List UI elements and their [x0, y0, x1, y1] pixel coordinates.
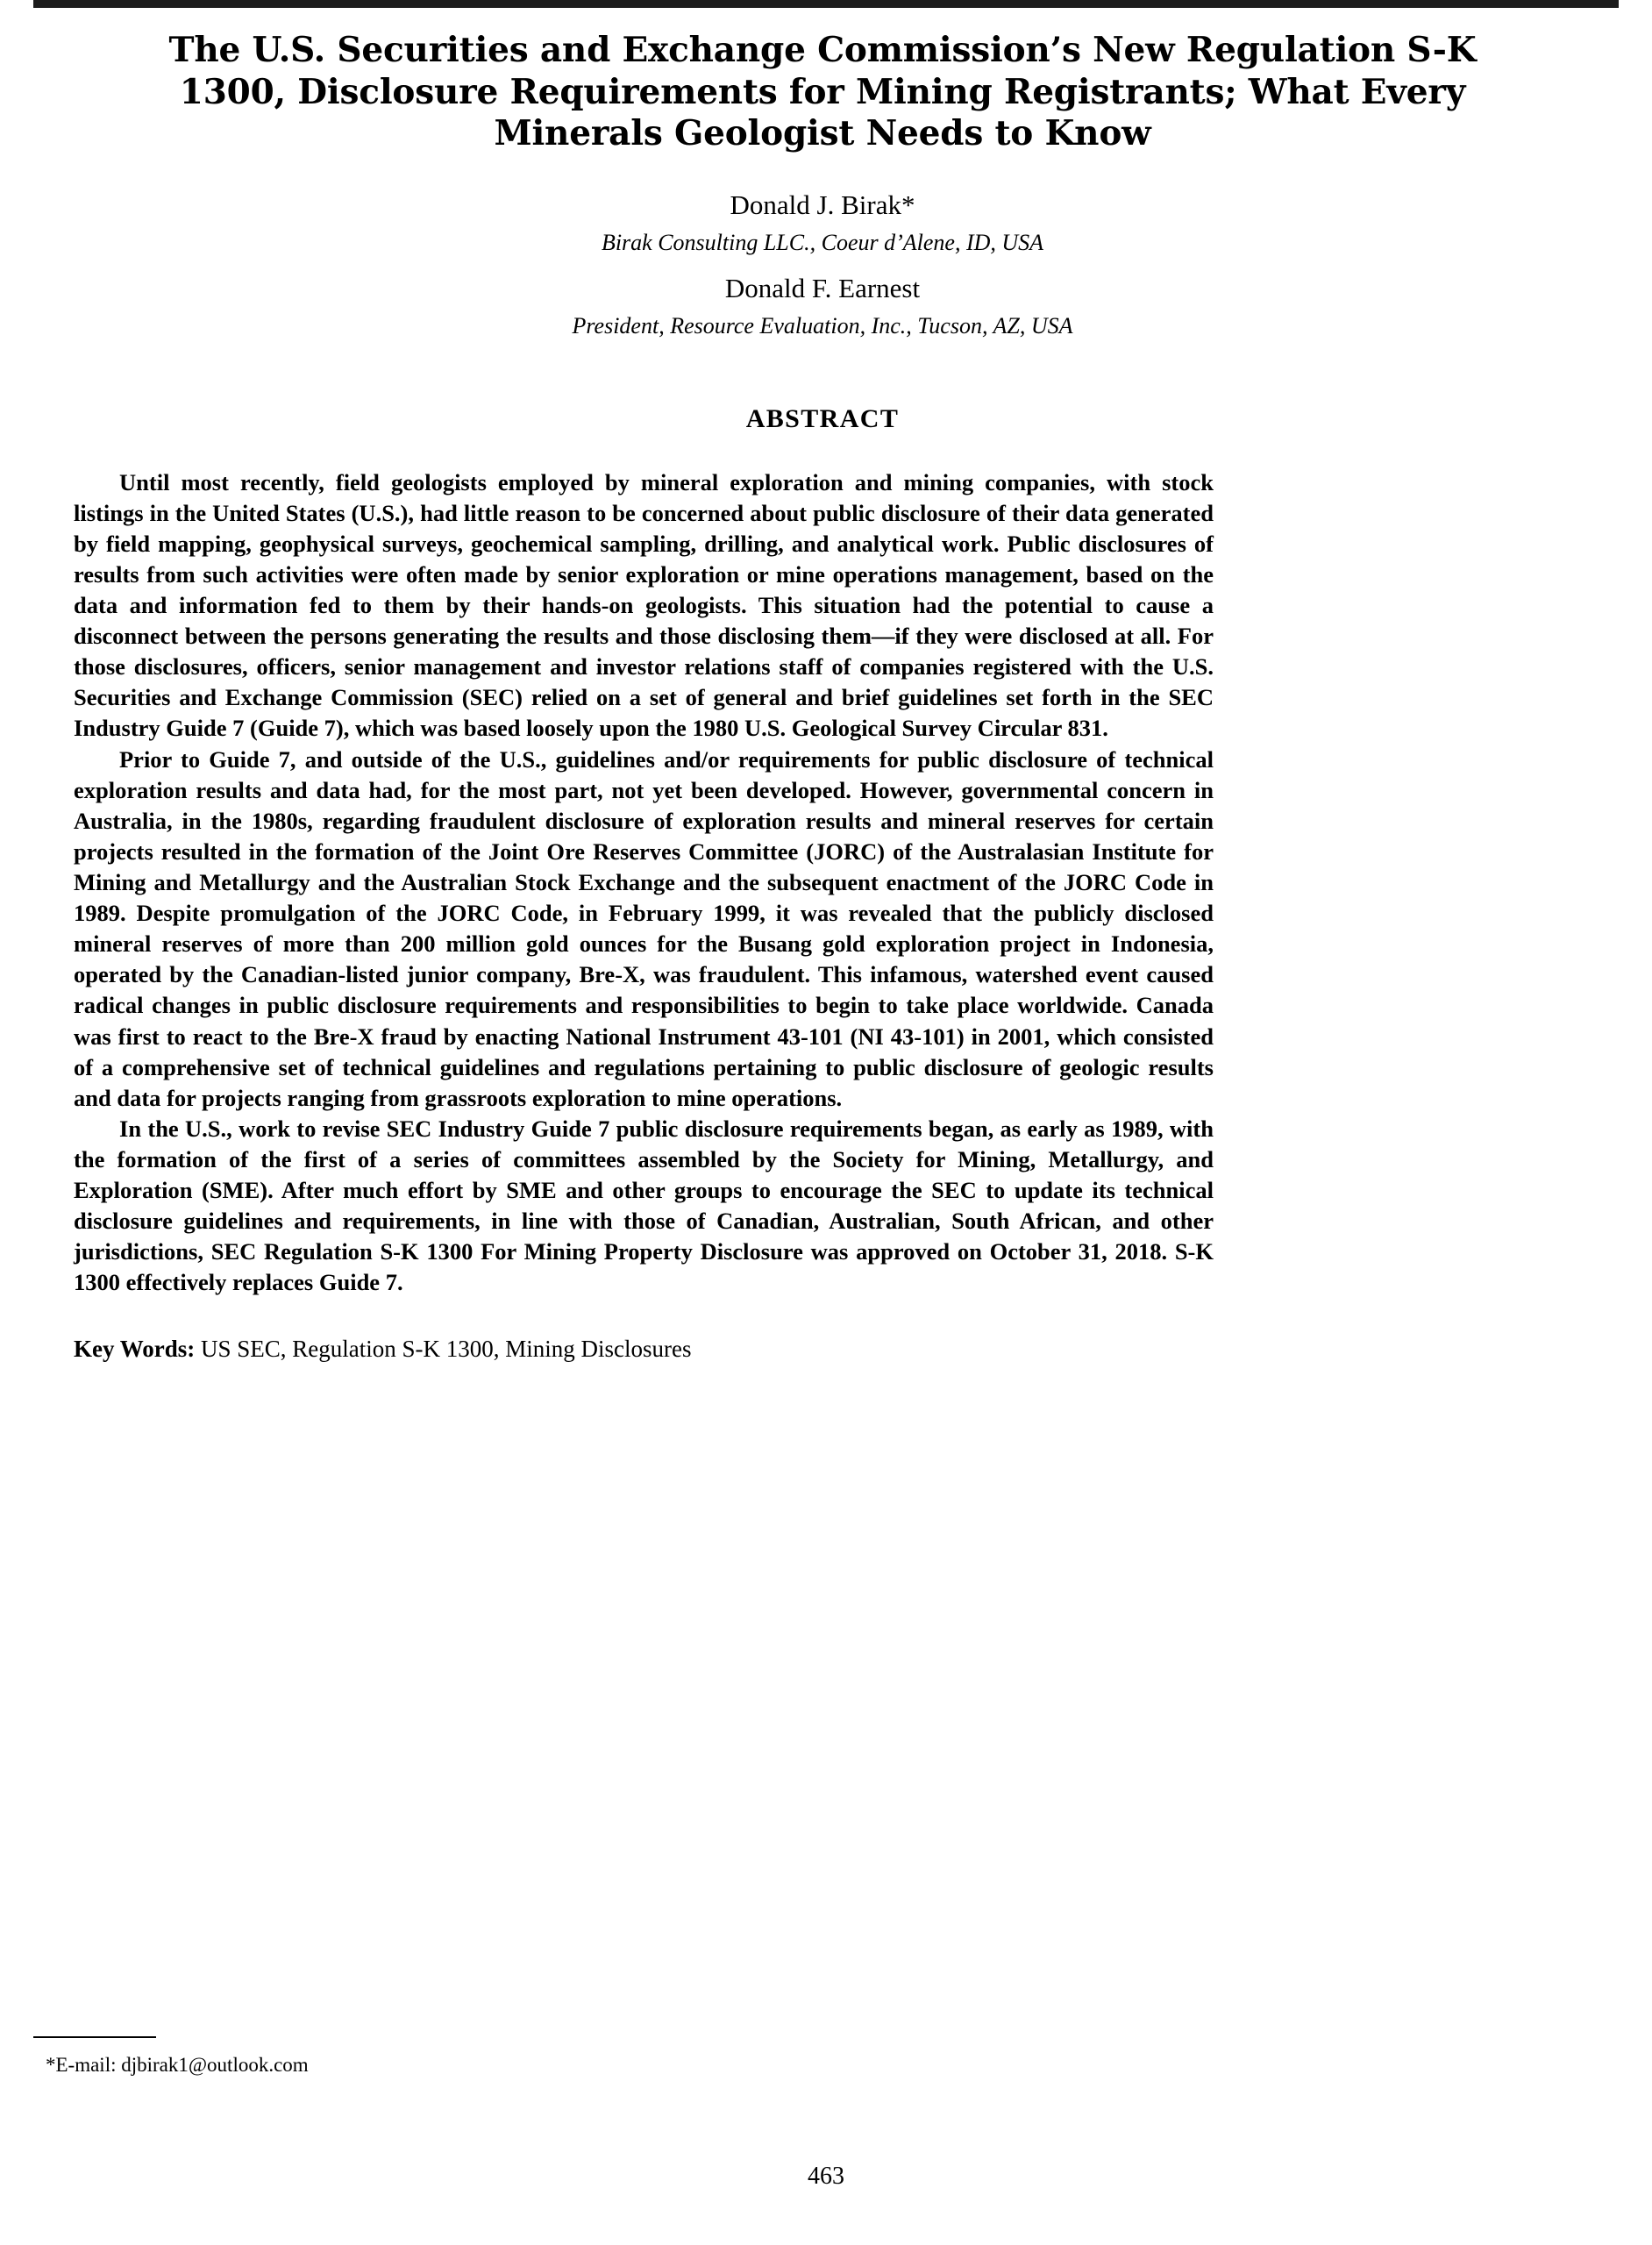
footnote-email: *E-mail: djbirak1@outlook.com — [46, 2054, 309, 2076]
author-entry — [68, 187, 1577, 258]
page-content — [68, 30, 1577, 1365]
author-entry — [68, 270, 1577, 341]
author-affiliation: Birak Consulting LLC., Coeur d’Alene, ID, USA — [601, 229, 1044, 255]
abstract-body — [74, 467, 1214, 1299]
abstract-paragraph: Prior to Guide 7, and outside of the U.S., guidelines and/or requirements for public disclosure of technical exploration results and data had, for the most part, not yet been developed. However, governmental concern in Australia, in the 1980s, regarding fraudulent disclosure of exploration results and mineral reserves for certain projects resulted in the formation of the Joint Ore Reserves Committee (JORC) of the Australasian Institute for Mining and Metallurgy and the Australian Stock Exchange and the subsequent enactment of the JORC Code in 1989. Despite promulgation of the JORC Code, in February 1999, it was revealed that the publicly disclosed mineral reserves of more than 200 million gold ounces for the Busang gold exploration project in Indonesia, operated by the Canadian-listed junior company, Bre-X, was fraudulent. This infamous, watershed event caused radical changes in public disclosure requirements and responsibilities to begin to take place worldwide. Canada was first to react to the Bre-X fraud by enacting National Instrument 43-101 (NI 43-101) in 2001, which consisted of a comprehensive set of technical guidelines and regulations pertaining to public disclosure of geologic results and data for projects ranging from grassroots exploration to mine operations. — [74, 745, 1214, 1111]
keywords-value: US SEC, Regulation S-K 1300, Mining Disclosures — [195, 1335, 692, 1362]
abstract-heading: ABSTRACT — [745, 403, 900, 433]
footnote-separator — [33, 2036, 156, 2038]
author-name: Donald F. Earnest — [724, 272, 921, 303]
abstract-paragraph: Until most recently, field geologists employed by mineral exploration and mining companies, with stock listings in the United States (U.S.), had little reason to be concerned about public disclosure of their data generated by field mapping, geophysical surveys, geochemical sampling, drilling, and analytical work. Public disclosures of results from such activities were often made by senior exploration or mine operations management, based on the data and information fed to them by their hands-on geologists. This situation had the potential to cause a disconnect between the persons generating the results and those disclosing them—if they were disclosed at all. For those disclosures, officers, senior management and investor relations staff of companies registered with the U.S. Securities and Exchange Commission (SEC) relied on a set of general and brief guidelines set forth in the SEC Industry Guide 7 (Guide 7), which was based loosely upon the 1980 U.S. Geological Survey Circular 831. — [74, 468, 1214, 742]
abstract-paragraph: In the U.S., work to revise SEC Industry Guide 7 public disclosure requirements began, as early as 1989, with the formation of the first of a series of committees assembled by the Society for Mining, Metallurgy, and Exploration (SME). After much effort by SME and other groups to encourage the SEC to update its technical disclosure guidelines and requirements, in line with those of Canadian, Australian, South African, and other jurisdictions, SEC Regulation S-K 1300 For Mining Property Disclosure was approved on October 31, 2018. S-K 1300 effectively replaces Guide 7. — [74, 1115, 1214, 1296]
author-affiliation: President, Resource Evaluation, Inc., Tucson, AZ, USA — [572, 312, 1073, 339]
keywords-label: Key Words: — [74, 1335, 196, 1362]
keywords — [74, 1334, 1214, 1365]
page-title: The U.S. Securities and Exchange Commission’s New Regulation S-K 1300, Disclosure Requirements for Mining Registrants; What Every Minerals Geologist Needs to Know — [168, 30, 1477, 154]
author-list — [68, 187, 1577, 341]
top-rule-decoration — [33, 0, 1619, 8]
author-name: Donald J. Birak* — [730, 189, 915, 220]
page-number: 463 — [808, 2163, 844, 2190]
